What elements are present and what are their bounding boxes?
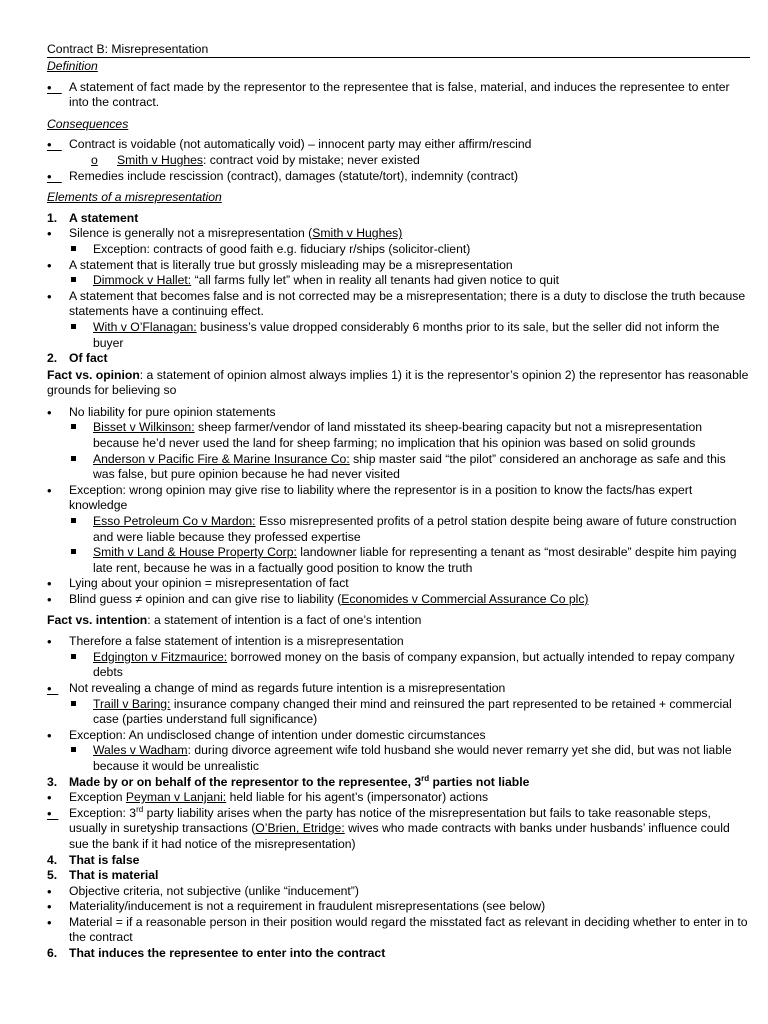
- bullet-icon: •: [47, 226, 52, 242]
- square-bullet-icon: [71, 420, 91, 436]
- case-text: insurance company changed their mind and reinsured the part represented to be retained + commercial case (parties understand full significance): [93, 696, 732, 727]
- item-text: A statement that is literally true but grossly misleading may be a misrepresentation: [69, 257, 513, 272]
- element-title: That is false: [69, 852, 140, 867]
- bullet-icon: •: [47, 634, 52, 650]
- item-text: Materiality/inducement is not a requirement in fraudulent misrepresentations (see below): [69, 899, 546, 914]
- bullet-icon: •: [47, 805, 52, 821]
- list-subitem: [47, 650, 750, 681]
- consequence-text: Contract is voidable (not automatically void) – innocent party may either affirm/rescind: [69, 137, 532, 152]
- list-number: 5.: [47, 868, 58, 883]
- case-text: : contract void by mistake; never existed: [203, 152, 420, 167]
- paragraph-lead: Fact vs. intention: [47, 612, 148, 627]
- element-heading-5: [47, 868, 750, 884]
- item-text: No liability for pure opinion statements: [69, 404, 276, 419]
- square-bullet-icon: [71, 650, 91, 666]
- case-text: wives who made contracts with banks under husbands’ influence could sue the bank if it had notice of the misrepresentation): [69, 821, 730, 851]
- square-bullet-icon: [71, 242, 91, 258]
- list-item: [47, 915, 750, 946]
- case-text: borrowed money on the basis of company expansion, but actually intended to repay company debts: [93, 649, 735, 680]
- list-number: 3.: [47, 774, 58, 789]
- list-subitem: [47, 452, 750, 483]
- item-text: Blind guess ≠ opinion and can give rise to liability (: [69, 592, 342, 606]
- case-text: ship master said “the pilot” considered an anchorage as safe and this was false, but pure opinion because he had never visited: [93, 451, 726, 482]
- bullet-icon: •: [47, 79, 52, 95]
- consequence-item: [47, 169, 750, 185]
- bullet-icon: •: [47, 576, 52, 592]
- case-text: Esso misrepresented profits of a petrol station despite being aware of future construction and were liable because they professed expertise: [93, 514, 737, 544]
- case-text: “all farms fully let” when in reality all tenants had given notice to quit: [191, 273, 560, 288]
- bullet-icon: •: [47, 257, 52, 273]
- paragraph-fact-vs-intention: [47, 613, 750, 629]
- case-name: Smith v Land & House Property Corp:: [93, 545, 297, 560]
- square-bullet-icon: [71, 320, 91, 336]
- section-heading-elements: Elements of a misrepresentation: [47, 190, 222, 205]
- consequence-text: Remedies include rescission (contract), damages (statute/tort), indemnity (contract): [69, 168, 519, 183]
- square-bullet-icon: [71, 545, 91, 561]
- element-heading-4: [47, 853, 750, 869]
- element-title-suffix: parties not liable: [429, 774, 530, 789]
- paragraph-text: : a statement of intention is a fact of one’s intention: [147, 612, 422, 627]
- element-title: A statement: [69, 210, 139, 225]
- paragraph-lead: Fact vs. opinion: [47, 367, 140, 382]
- item-text: Exception: 3: [69, 805, 137, 820]
- item-text: Silence is generally not a misrepresentation (: [69, 226, 313, 241]
- item-text: party liability arises when the party has notice of the misrepresentation but fails to take reasonable steps, usually in suretyship transactions (: [69, 805, 711, 836]
- item-text: Exception: [69, 790, 126, 805]
- case-name: Edgington v Fitzmaurice:: [93, 649, 228, 664]
- list-subitem: [47, 320, 750, 351]
- bullet-icon: •: [47, 592, 52, 607]
- consequence-item: [47, 137, 750, 153]
- case-text: business’s value dropped considerably 6 months prior to its sale, but the seller did not inform the buyer: [93, 319, 720, 350]
- list-subitem: [47, 697, 750, 728]
- paragraph-fact-vs-opinion: [47, 368, 750, 399]
- list-item: [47, 634, 750, 650]
- superscript: rd: [421, 773, 430, 783]
- bullet-icon: •: [47, 137, 52, 153]
- item-text: Exception: An undisclosed change of intention under domestic circumstances: [69, 727, 486, 742]
- section-heading-definition: Definition: [47, 59, 98, 73]
- element-title: Of fact: [69, 351, 108, 366]
- case-name: Traill v Baring:: [93, 696, 171, 711]
- case-name: Smith v Hughes): [312, 226, 403, 241]
- case-name: Wales v Wadham: [93, 743, 188, 758]
- element-heading-3: [47, 775, 750, 791]
- bullet-icon: •: [47, 899, 52, 915]
- list-number: 1.: [47, 210, 58, 225]
- case-text: landowner liable for representing a tenant as “most desirable” despite him paying late rent, because he was in a factually good position to know the truth: [93, 545, 737, 575]
- bullet-icon: •: [47, 288, 52, 304]
- list-number: 6.: [47, 946, 58, 961]
- case-name: Dimmock v Hallet:: [93, 273, 192, 288]
- item-text: Objective criteria, not subjective (unlike “inducement”): [69, 883, 359, 898]
- square-bullet-icon: [71, 743, 91, 759]
- list-item: [47, 806, 750, 853]
- case-name: Anderson v Pacific Fire & Marine Insurance Co:: [93, 451, 350, 466]
- item-text: A statement that becomes false and is not corrected may be a misrepresentation; there is a duty to disclose the truth because statements have a continuing effect.: [69, 288, 746, 319]
- item-text: Material = if a reasonable person in their position would regard the misstated fact as relevant in deciding whether to enter in to the contract: [69, 914, 748, 945]
- section-heading-consequences: Consequences: [47, 116, 129, 131]
- list-item: [47, 405, 750, 421]
- list-number: 4.: [47, 852, 58, 867]
- item-text: Exception: contracts of good faith e.g. fiduciary r/ships (solicitor-client): [93, 241, 471, 256]
- list-subitem: [47, 273, 750, 289]
- definition-item: [47, 80, 750, 111]
- square-bullet-icon: [71, 514, 91, 530]
- list-item: [47, 226, 750, 242]
- list-item: [47, 576, 750, 592]
- list-subitem: [47, 545, 750, 576]
- bullet-icon: •: [47, 404, 52, 420]
- item-text: Exception: wrong opinion may give rise to liability where the representor is in a position to know the facts/has expert knowledge: [69, 482, 693, 513]
- item-text: Therefore a false statement of intention is a misrepresentation: [69, 634, 404, 649]
- list-subitem: [47, 242, 750, 258]
- bullet-icon: •: [47, 168, 52, 184]
- case-name: Peyman v Lanjani:: [125, 790, 227, 805]
- circle-bullet-icon: o: [91, 152, 98, 167]
- case-name: Economides v Commercial Assurance Co plc): [341, 592, 589, 606]
- square-bullet-icon: [71, 273, 91, 289]
- element-heading-6: [47, 946, 750, 962]
- bullet-icon: •: [47, 883, 52, 899]
- element-title: That induces the representee to enter into the contract: [69, 946, 386, 961]
- case-name: Smith v Hughes: [117, 152, 204, 167]
- element-title: Made by or on behalf of the representor to the representee, 3: [69, 774, 422, 789]
- case-name: Bisset v Wilkinson:: [93, 420, 195, 435]
- item-text: Lying about your opinion = misrepresentation of fact: [69, 576, 349, 591]
- list-item: [47, 592, 750, 608]
- definition-text: A statement of fact made by the representor to the representee that is false, material, and induces the representee to enter into the contract.: [69, 79, 730, 110]
- element-heading-2: [47, 351, 750, 367]
- superscript: rd: [136, 804, 144, 814]
- item-text: Not revealing a change of mind as regards future intention is a misrepresentation: [69, 680, 506, 695]
- square-bullet-icon: [71, 697, 91, 713]
- list-item: [47, 790, 750, 806]
- element-heading-1: [47, 211, 750, 227]
- consequence-subitem: [47, 153, 750, 169]
- list-item: [47, 899, 750, 915]
- element-title: That is material: [69, 868, 159, 883]
- list-item: [47, 483, 750, 514]
- list-item: [47, 258, 750, 274]
- paragraph-text: : a statement of opinion almost always implies 1) it is the representor’s opinion 2) the representor has reasonable grounds for believing so: [47, 367, 749, 398]
- case-text: sheep farmer/vendor of land misstated its sheep-bearing capacity but not a misrepresentation because he’d never used the land for sheep farming; no implication that his opinion was based on solid grounds: [93, 420, 703, 451]
- list-item: [47, 289, 750, 320]
- case-name: With v O’Flanagan:: [93, 319, 197, 334]
- list-number: 2.: [47, 351, 58, 366]
- bullet-icon: •: [47, 727, 52, 743]
- case-text: : during divorce agreement wife told husband she would never remarry yet she did, but was not liable because it would be unrealistic: [93, 743, 732, 773]
- list-subitem: [47, 420, 750, 451]
- case-text: held liable for his agent’s (impersonator) actions: [226, 790, 489, 805]
- bullet-icon: •: [47, 914, 52, 930]
- case-name: Esso Petroleum Co v Mardon:: [93, 514, 256, 529]
- bullet-icon: •: [47, 790, 52, 806]
- list-subitem: [47, 743, 750, 774]
- case-name: O’Brien, Etridge:: [255, 821, 345, 836]
- document-header: Contract B: Misrepresentation: [47, 42, 750, 58]
- list-item: [47, 884, 750, 900]
- bullet-icon: •: [47, 680, 52, 696]
- list-subitem: [47, 514, 750, 545]
- list-item: [47, 681, 750, 697]
- bullet-icon: •: [47, 482, 52, 498]
- list-item: [47, 728, 750, 744]
- square-bullet-icon: [71, 452, 91, 468]
